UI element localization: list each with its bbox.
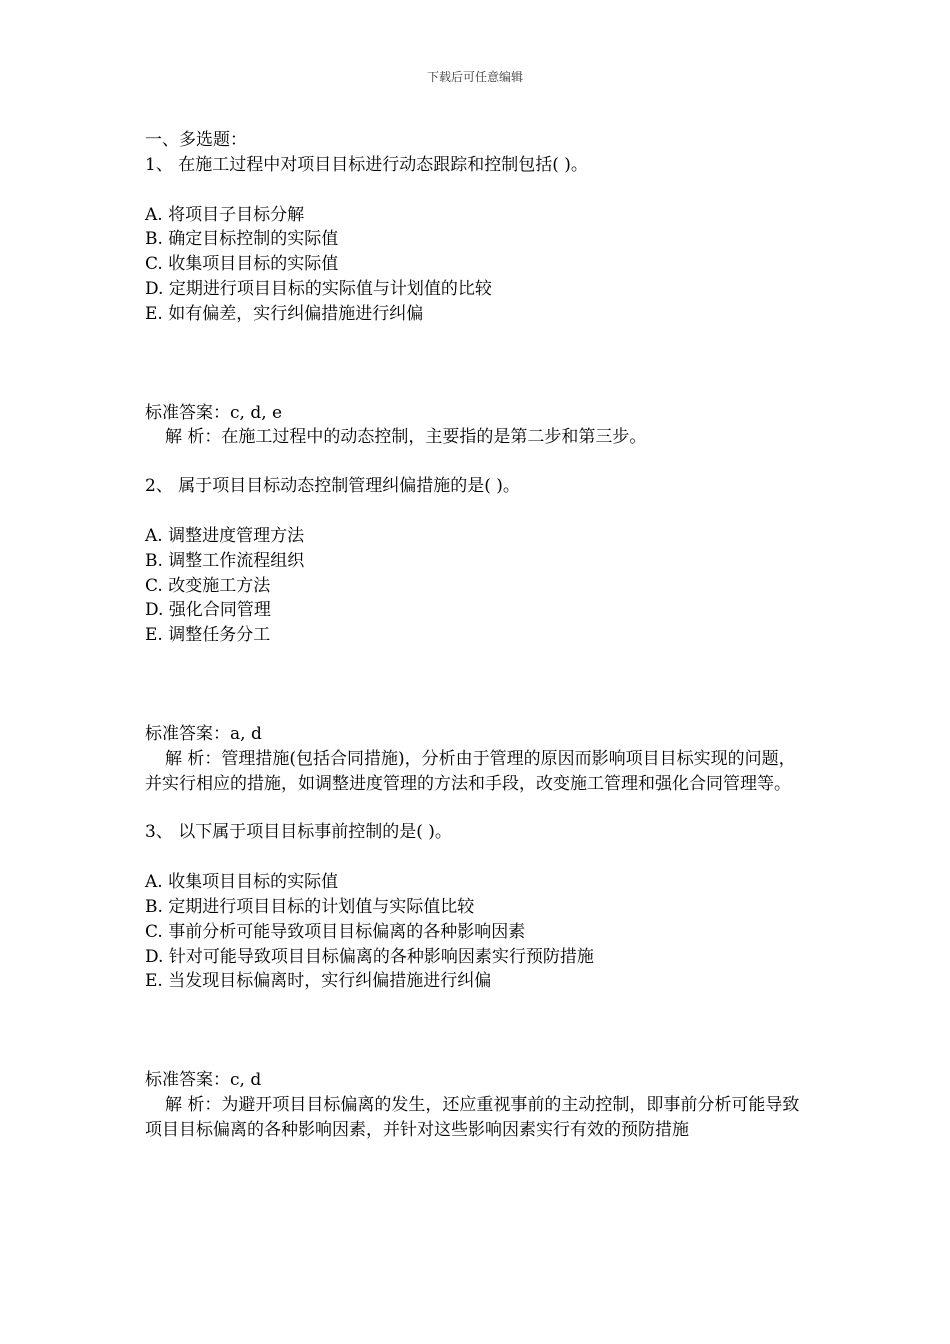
option-a: A. 调整进度管理方法 [145, 525, 305, 546]
option-d: D. 强化合同管理 [145, 600, 271, 621]
standard-answer: 标准答案：a, d [145, 723, 262, 744]
answer-analysis: 解 析：管理措施(包括合同措施)，分析由于管理的原因而影响项目目标实现的问题，并实行相应的措施，如调整进度管理的方法和手段，改变施工管理和强化合同管理等。 [145, 748, 796, 794]
option-c: C. 收集项目目标的实际值 [145, 254, 339, 275]
answer-analysis: 解 析：在施工过程中的动态控制，主要指的是第二步和第三步。 [165, 427, 647, 448]
option-d: D. 定期进行项目目标的实际值与计划值的比较 [145, 278, 492, 299]
option-a: A. 收集项目目标的实际值 [145, 872, 339, 893]
question-stem: 3、 以下属于项目目标事前控制的是( )。 [145, 822, 452, 843]
option-e: E. 如有偏差，实行纠偏措施进行纠偏 [145, 303, 424, 324]
option-c: C. 事前分析可能导致项目目标偏离的各种影响因素 [145, 921, 526, 942]
section-title: 一、多选题： [145, 130, 247, 150]
option-b: B. 调整工作流程组织 [145, 550, 305, 571]
option-a: A. 将项目子目标分解 [145, 204, 305, 225]
standard-answer: 标准答案：c, d [145, 1070, 262, 1091]
option-e: E. 调整任务分工 [145, 625, 271, 646]
option-b: B. 定期进行项目目标的计划值与实际值比较 [145, 896, 475, 917]
option-b: B. 确定目标控制的实际值 [145, 229, 339, 250]
document-body [145, 128, 810, 1143]
standard-answer: 标准答案：c, d, e [145, 402, 283, 423]
option-e: E. 当发现目标偏离时，实行纠偏措施进行纠偏 [145, 971, 492, 992]
answer-analysis: 解 析：为避开项目目标偏离的发生，还应重视事前的主动控制，即事前分析可能导致项目目标偏离的各种影响因素，并针对这些影响因素实行有效的预防措施 [145, 1094, 800, 1140]
question-1 [145, 153, 810, 450]
option-c: C. 改变施工方法 [145, 575, 271, 596]
page-header-note: 下载后可任意编辑 [426, 70, 523, 84]
option-d: D. 针对可能导致项目目标偏离的各种影响因素实行预防措施 [145, 946, 594, 967]
question-2 [145, 474, 810, 796]
question-stem: 1、 在施工过程中对项目目标进行动态跟踪和控制包括( )。 [145, 154, 588, 175]
question-3 [145, 820, 810, 1142]
question-stem: 2、 属于项目目标动态控制管理纠偏措施的是( )。 [145, 476, 520, 497]
